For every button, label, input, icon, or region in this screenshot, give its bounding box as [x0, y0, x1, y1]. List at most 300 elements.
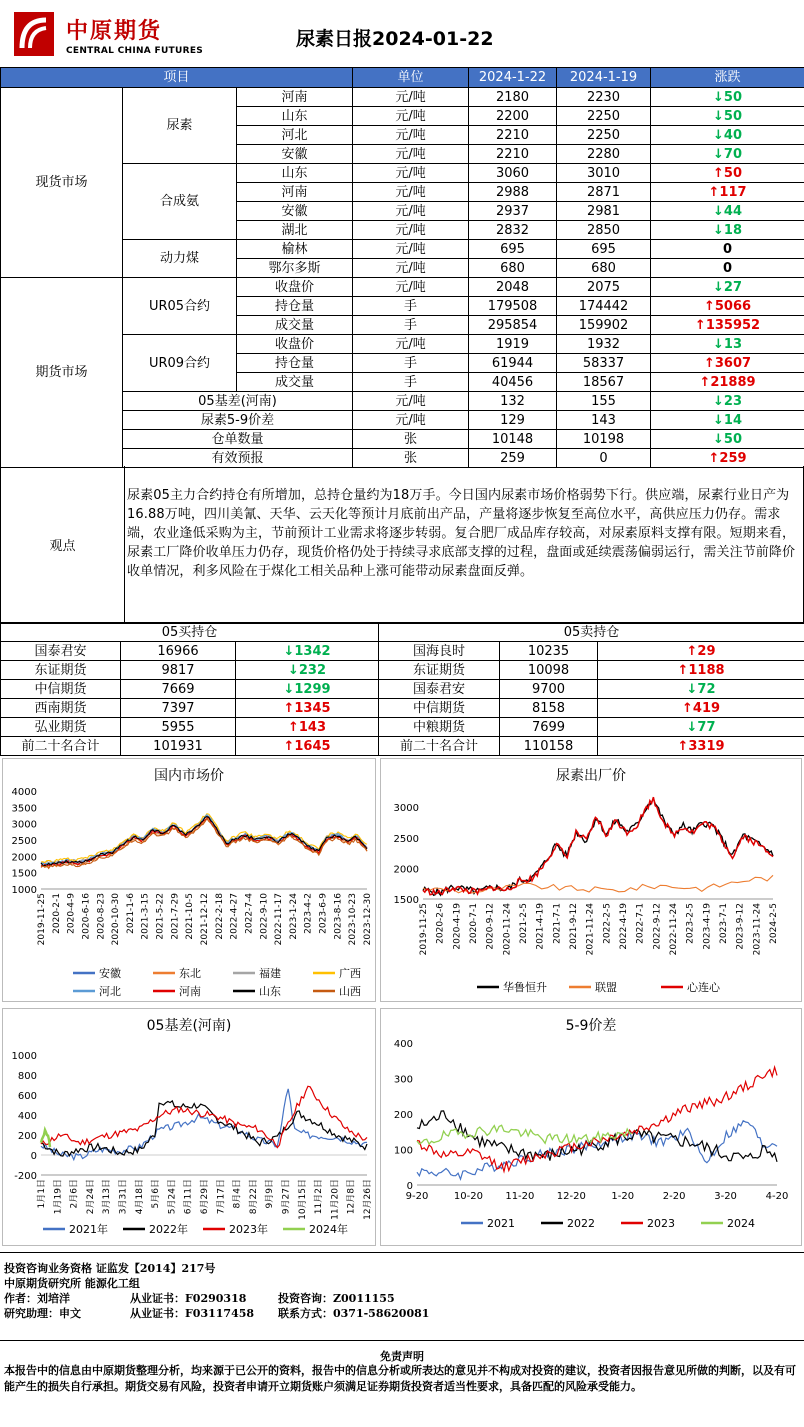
position-row — [1, 642, 804, 661]
sell-volume: 10098 — [500, 661, 598, 680]
value-prev: 2075 — [557, 278, 651, 297]
x-tick-label: 2019-11-25 — [419, 903, 429, 956]
x-tick-label: 6月11日 — [183, 1179, 194, 1215]
x-tick-label: 2021-3-15 — [140, 893, 151, 940]
x-tick-label: 2022-11-24 — [669, 903, 679, 956]
legend-label: 心连心 — [687, 981, 720, 994]
group-urea: 尿素 — [123, 88, 237, 164]
value-today: 259 — [469, 449, 557, 468]
unit-cell: 元/吨 — [353, 183, 469, 202]
legend-label: 山东 — [259, 985, 281, 998]
item-name: 安徽 — [237, 145, 353, 164]
brand-name-en: CENTRAL CHINA FUTURES — [66, 46, 204, 56]
category-spot: 现货市场 — [1, 88, 123, 278]
series-line — [423, 797, 773, 895]
x-tick-label: 2022-2-5 — [602, 903, 613, 944]
sell-volume: 10235 — [500, 642, 598, 661]
x-tick-label: 9月27日 — [281, 1179, 292, 1215]
sell-volume: 8158 — [500, 699, 598, 718]
legend-label: 华鲁恒升 — [503, 981, 547, 994]
chart-title: 国内市场价 — [154, 768, 224, 784]
x-tick-label: 2020-4-9 — [66, 893, 77, 934]
x-tick-label: 2023-8-16 — [333, 893, 344, 940]
buy-volume: 7669 — [121, 680, 236, 699]
sell-volume: 9700 — [500, 680, 598, 699]
y-tick-label: 1500 — [393, 895, 419, 906]
x-tick-label: 2021-7-29 — [170, 893, 181, 940]
x-tick-label: 9-20 — [405, 1191, 429, 1202]
x-tick-label: 2023-4-2 — [303, 893, 314, 934]
x-tick-label: 2020-6-16 — [81, 893, 92, 940]
position-row — [1, 699, 804, 718]
item-name: 河北 — [237, 126, 353, 145]
x-tick-label: 4-20 — [765, 1191, 789, 1202]
x-tick-label: 2023-7-1 — [719, 903, 729, 944]
change-cell: ↓50 — [651, 88, 804, 107]
x-tick-label: 2022-4-27 — [229, 893, 240, 940]
x-tick-label: 2022-2-18 — [214, 893, 225, 940]
x-tick-label: 2022-7-4 — [244, 893, 255, 934]
change-cell: ↑21889 — [651, 373, 804, 392]
col-header-item: 项目 — [1, 68, 353, 88]
buy-title: 05买持仓 — [1, 623, 379, 642]
y-tick-label: 400 — [393, 1039, 413, 1050]
legend-label: 联盟 — [595, 981, 617, 994]
buy-broker: 弘业期货 — [1, 718, 121, 737]
y-tick-label: 600 — [17, 1091, 37, 1102]
legend-label: 2023年 — [229, 1223, 268, 1236]
buy-broker: 国泰君安 — [1, 642, 121, 661]
unit-cell: 元/吨 — [353, 259, 469, 278]
item-name: 鄂尔多斯 — [237, 259, 353, 278]
x-tick-label: 2020-8-23 — [96, 893, 107, 940]
x-tick-label: 2023-10-23 — [348, 893, 359, 946]
sell-change: ↑3319 — [598, 737, 804, 756]
legend-label: 广西 — [339, 967, 361, 980]
sell-broker: 东证期货 — [379, 661, 500, 680]
value-prev: 2250 — [557, 107, 651, 126]
buy-change: ↓232 — [236, 661, 379, 680]
x-tick-label: 2022-11-17 — [274, 893, 285, 946]
footer-divider — [0, 1252, 804, 1253]
unit-cell: 元/吨 — [353, 88, 469, 107]
x-tick-label: 1月1日 — [37, 1179, 47, 1209]
y-tick-label: 1000 — [11, 1051, 37, 1062]
chart-spread-plot — [381, 1009, 801, 1245]
x-tick-label: 12月26日 — [363, 1179, 373, 1220]
x-tick-label: 3月31日 — [118, 1179, 129, 1215]
x-tick-label: 10月15日 — [297, 1179, 308, 1220]
legend-label: 东北 — [179, 967, 201, 980]
y-tick-label: 0 — [406, 1181, 413, 1192]
x-tick-label: 6月29日 — [200, 1179, 210, 1215]
chart-domestic-price — [2, 758, 376, 1002]
item-name: 成交量 — [237, 316, 353, 335]
chart-domestic-price-plot — [3, 759, 375, 1001]
x-tick-label: 2023-11-24 — [752, 903, 763, 956]
sell-change: ↓77 — [598, 718, 804, 737]
col-header-unit: 单位 — [353, 68, 469, 88]
y-tick-label: 1500 — [11, 868, 37, 880]
change-cell: ↑50 — [651, 164, 804, 183]
x-tick-label: 2022-7-1 — [635, 903, 646, 944]
change-cell: ↑117 — [651, 183, 804, 202]
change-cell: ↓70 — [651, 145, 804, 164]
report-title: 尿素日报2024-01-22 — [296, 28, 494, 50]
y-tick-label: 2500 — [11, 836, 37, 847]
change-cell: ↓27 — [651, 278, 804, 297]
item-name: 收盘价 — [237, 278, 353, 297]
buy-broker: 西南期货 — [1, 699, 121, 718]
x-tick-label: 2020-4-19 — [452, 903, 463, 950]
x-tick-label: 2021-9-12 — [569, 903, 579, 950]
disclaimer-text: 本报告中的信息由中原期货整理分析，均来源于已公开的资料，报告中的信息分析或所表达的意见并不构成对投资的建议，投资者因报告意见所做的判断，以及有可能产生的损失自行承担。期货交易有风险，投资者申请开立期货账户须满足证券期货投资者适当性要求，具备匹配的风险承受能力。 — [4, 1364, 796, 1393]
positions-header — [1, 623, 804, 642]
legend-label: 2021 — [487, 1217, 515, 1230]
chart-title: 尿素出厂价 — [556, 768, 626, 784]
chart-title: 05基差(河南) — [146, 1018, 232, 1034]
col-header-date1: 2024-1-22 — [469, 68, 557, 88]
y-tick-label: 2000 — [11, 852, 37, 864]
legend-label: 河北 — [99, 985, 121, 998]
value-today: 2200 — [469, 107, 557, 126]
x-tick-label: 2-20 — [662, 1191, 686, 1202]
value-prev: 680 — [557, 259, 651, 278]
sell-broker: 中信期货 — [379, 699, 500, 718]
unit-cell: 手 — [353, 297, 469, 316]
value-prev: 2850 — [557, 221, 651, 240]
view-label: 观点 — [1, 466, 125, 623]
item-name: 榆林 — [237, 240, 353, 259]
buy-volume: 16966 — [121, 642, 236, 661]
x-tick-label: 2023-1-24 — [288, 893, 299, 940]
value-prev: 2981 — [557, 202, 651, 221]
value-prev: 174442 — [557, 297, 651, 316]
footer-divider-2 — [0, 1340, 804, 1341]
value-today: 61944 — [469, 354, 557, 373]
change-cell: ↓44 — [651, 202, 804, 221]
value-prev: 3010 — [557, 164, 651, 183]
change-cell: ↑259 — [651, 449, 804, 468]
unit-cell: 手 — [353, 316, 469, 335]
value-today: 1919 — [469, 335, 557, 354]
change-cell: ↓50 — [651, 107, 804, 126]
chart-basis — [2, 1008, 376, 1246]
value-today: 129 — [469, 411, 557, 430]
y-tick-label: 400 — [17, 1111, 37, 1122]
x-tick-label: 2020-2-1 — [51, 893, 62, 934]
change-cell: 0 — [651, 259, 804, 278]
value-prev: 2250 — [557, 126, 651, 145]
change-cell: ↓14 — [651, 411, 804, 430]
item-name: 持仓量 — [237, 354, 353, 373]
x-tick-label: 2019-11-25 — [37, 893, 47, 946]
group-coal: 动力煤 — [123, 240, 237, 278]
legend-label: 福建 — [259, 967, 281, 980]
value-prev: 159902 — [557, 316, 651, 335]
logo-icon — [14, 12, 54, 56]
x-tick-label: 2024-2-5 — [769, 903, 779, 944]
footer-institute: 中原期货研究所 能源化工组 — [4, 1277, 140, 1290]
x-tick-label: 1月19日 — [53, 1179, 64, 1215]
footer-consult-cert: 投资咨询：Z0011155 — [278, 1292, 395, 1305]
item-name: 收盘价 — [237, 335, 353, 354]
sell-change: ↑1188 — [598, 661, 804, 680]
x-tick-label: 8月22日 — [248, 1179, 259, 1215]
change-cell: ↓23 — [651, 392, 804, 411]
legend-label: 安徽 — [99, 967, 121, 980]
series-line — [41, 1101, 367, 1156]
position-row — [1, 718, 804, 737]
unit-cell: 手 — [353, 354, 469, 373]
value-prev: 18567 — [557, 373, 651, 392]
change-cell: ↓40 — [651, 126, 804, 145]
x-tick-label: 2021-7-1 — [552, 903, 563, 944]
change-cell: ↑5066 — [651, 297, 804, 316]
series-line — [417, 1067, 777, 1171]
view-section — [0, 466, 804, 624]
buy-broker: 东证期货 — [1, 661, 121, 680]
sell-change: ↓72 — [598, 680, 804, 699]
x-tick-label: 2021-11-24 — [585, 903, 596, 956]
item-name: 山东 — [237, 107, 353, 126]
legend-label: 山西 — [339, 985, 361, 998]
value-today: 695 — [469, 240, 557, 259]
x-tick-label: 2020-10-30 — [111, 893, 122, 946]
footer-assistant-cert: 从业证书：F03117458 — [130, 1307, 255, 1320]
y-tick-label: 800 — [17, 1071, 37, 1082]
x-tick-label: 2020-11-24 — [502, 903, 513, 956]
item-name: 河南 — [237, 183, 353, 202]
sell-volume: 7699 — [500, 718, 598, 737]
y-tick-label: 200 — [17, 1131, 37, 1142]
item-name: 湖北 — [237, 221, 353, 240]
value-prev: 155 — [557, 392, 651, 411]
value-today: 10148 — [469, 430, 557, 449]
x-tick-label: 4月18日 — [134, 1179, 145, 1215]
footer-assistant: 研究助理：申文 — [4, 1307, 81, 1320]
value-prev: 2280 — [557, 145, 651, 164]
buy-broker: 中信期货 — [1, 680, 121, 699]
footer-contact: 联系方式：0371-58620081 — [278, 1307, 430, 1320]
y-tick-label: 100 — [393, 1145, 413, 1157]
buy-volume: 101931 — [121, 737, 236, 756]
x-tick-label: 2023-2-5 — [685, 903, 696, 944]
change-cell: 0 — [651, 240, 804, 259]
y-tick-label: 300 — [393, 1074, 413, 1086]
buy-change: ↑143 — [236, 718, 379, 737]
value-today: 2210 — [469, 126, 557, 145]
footer-qualification: 投资咨询业务资格 证监发【2014】217号 — [4, 1262, 216, 1275]
item-name: 尿素5-9价差 — [123, 411, 353, 430]
unit-cell: 元/吨 — [353, 240, 469, 259]
legend-label: 2024年 — [309, 1223, 348, 1236]
x-tick-label: 9月9日 — [265, 1179, 276, 1209]
value-today: 3060 — [469, 164, 557, 183]
sell-broker: 国海良时 — [379, 642, 500, 661]
unit-cell: 元/吨 — [353, 126, 469, 145]
legend-label: 2022年 — [149, 1223, 188, 1236]
item-name: 山东 — [237, 164, 353, 183]
table-header — [1, 68, 804, 88]
x-tick-label: 11-20 — [505, 1191, 535, 1202]
value-today: 2832 — [469, 221, 557, 240]
change-cell: ↓13 — [651, 335, 804, 354]
value-prev: 2230 — [557, 88, 651, 107]
legend-label: 2024 — [727, 1217, 755, 1230]
y-tick-label: 3000 — [393, 803, 419, 815]
legend-label: 2021年 — [69, 1223, 108, 1236]
x-tick-label: 2023-12-30 — [363, 893, 373, 946]
value-today: 295854 — [469, 316, 557, 335]
y-tick-label: 0 — [30, 1151, 37, 1162]
value-prev: 1932 — [557, 335, 651, 354]
footer-author: 作者：刘培洋 — [4, 1292, 70, 1305]
sell-volume: 110158 — [500, 737, 598, 756]
unit-cell: 元/吨 — [353, 278, 469, 297]
x-tick-label: 2022-4-19 — [619, 903, 629, 950]
value-today: 132 — [469, 392, 557, 411]
item-name: 有效预报 — [123, 449, 353, 468]
unit-cell: 元/吨 — [353, 392, 469, 411]
x-tick-label: 2020-9-12 — [485, 903, 496, 950]
x-tick-label: 3月13日 — [102, 1179, 113, 1215]
x-tick-label: 2023-9-12 — [735, 903, 746, 950]
x-tick-label: 3-20 — [714, 1191, 737, 1202]
position-row — [1, 680, 804, 699]
chart-spread — [380, 1008, 802, 1246]
x-tick-label: 1-20 — [611, 1191, 635, 1202]
change-cell: ↓50 — [651, 430, 804, 449]
value-today: 2048 — [469, 278, 557, 297]
x-tick-label: 2月24日 — [85, 1179, 96, 1215]
unit-cell: 元/吨 — [353, 335, 469, 354]
item-name: 持仓量 — [237, 297, 353, 316]
x-tick-label: 11月20日 — [330, 1179, 341, 1220]
y-tick-label: 2500 — [393, 833, 419, 845]
buy-broker: 前二十名合计 — [1, 737, 121, 756]
x-tick-label: 2022-9-10 — [259, 893, 270, 940]
value-today: 2180 — [469, 88, 557, 107]
buy-change: ↑1645 — [236, 737, 379, 756]
series-line — [417, 1125, 632, 1144]
y-tick-label: 1000 — [11, 885, 37, 896]
group-ur09: UR09合约 — [123, 335, 237, 392]
unit-cell: 元/吨 — [353, 107, 469, 126]
change-cell: ↑135952 — [651, 316, 804, 335]
y-tick-label: -200 — [14, 1171, 37, 1182]
y-tick-label: 3000 — [11, 819, 37, 831]
x-tick-label: 2022-9-12 — [652, 903, 663, 950]
unit-cell: 张 — [353, 449, 469, 468]
legend-label: 2023 — [647, 1217, 675, 1230]
chart-factory-price-plot — [381, 759, 801, 1001]
unit-cell: 元/吨 — [353, 202, 469, 221]
x-tick-label: 2021-10-5 — [185, 893, 196, 940]
sell-change: ↑29 — [598, 642, 804, 661]
change-cell: ↓18 — [651, 221, 804, 240]
value-today: 680 — [469, 259, 557, 278]
buy-volume: 5955 — [121, 718, 236, 737]
chart-basis-plot — [3, 1009, 375, 1245]
item-name: 成交量 — [237, 373, 353, 392]
y-tick-label: 2000 — [393, 864, 419, 876]
y-tick-label: 3500 — [11, 803, 37, 815]
y-tick-label: 200 — [393, 1110, 413, 1121]
price-table — [0, 67, 804, 468]
report-header — [0, 0, 804, 66]
unit-cell: 元/吨 — [353, 221, 469, 240]
item-name: 安徽 — [237, 202, 353, 221]
value-today: 179508 — [469, 297, 557, 316]
value-today: 2210 — [469, 145, 557, 164]
position-row — [1, 737, 804, 756]
x-tick-label: 12月8日 — [346, 1179, 357, 1215]
x-tick-label: 8月4日 — [232, 1179, 243, 1209]
buy-volume: 9817 — [121, 661, 236, 680]
legend-label: 2022 — [567, 1217, 595, 1230]
x-tick-label: 2020-7-1 — [469, 903, 479, 944]
table-row — [1, 278, 804, 297]
col-header-change: 涨跌 — [651, 68, 804, 88]
x-tick-label: 2023-6-9 — [318, 893, 329, 934]
item-name: 仓单数量 — [123, 430, 353, 449]
sell-change: ↑419 — [598, 699, 804, 718]
x-tick-label: 2月6日 — [69, 1179, 80, 1209]
unit-cell: 元/吨 — [353, 164, 469, 183]
footer-author-cert: 从业证书：F0290318 — [130, 1292, 247, 1305]
buy-volume: 7397 — [121, 699, 236, 718]
x-tick-label: 7月17日 — [216, 1179, 227, 1215]
x-tick-label: 11月2日 — [314, 1179, 325, 1215]
value-prev: 10198 — [557, 430, 651, 449]
sell-broker: 中粮期货 — [379, 718, 500, 737]
legend-label: 河南 — [179, 985, 201, 998]
series-line — [417, 1121, 777, 1180]
buy-change: ↓1342 — [236, 642, 379, 661]
positions-table — [0, 622, 804, 756]
x-tick-label: 2021-4-19 — [535, 903, 546, 950]
x-tick-label: 10-20 — [453, 1191, 483, 1202]
value-prev: 695 — [557, 240, 651, 259]
unit-cell: 元/吨 — [353, 411, 469, 430]
x-tick-label: 5月24日 — [167, 1179, 178, 1215]
group-ur05: UR05合约 — [123, 278, 237, 335]
value-prev: 0 — [557, 449, 651, 468]
sell-broker: 国泰君安 — [379, 680, 500, 699]
value-today: 40456 — [469, 373, 557, 392]
col-header-date2: 2024-1-19 — [557, 68, 651, 88]
unit-cell: 手 — [353, 373, 469, 392]
series-line — [423, 799, 773, 896]
x-tick-label: 2021-5-22 — [155, 893, 166, 940]
value-today: 2937 — [469, 202, 557, 221]
sell-broker: 前二十名合计 — [379, 737, 500, 756]
value-prev: 143 — [557, 411, 651, 430]
view-text: 尿素05主力合约持仓有所增加，总持仓量约为18万手。今日国内尿素市场价格弱势下行。供应端，尿素行业日产为16.88万吨，四川美氰、天华、云天化等预计月底前出产品，产量将逐步恢复至高位水平，高供应压力仍存。需求端，农业逢低采购为主，节前预计工业需求将逐步转弱。复合肥厂成品库存较高，对尿素原料支撑有限。短期来看，尿素工厂降价收单压力仍存，现货价格仍处于持续寻求底部支撑的过程，盘面或延续震荡偏弱运行，需关注节前降价收单情况，利多风险在于煤化工相关品种上涨可能带动尿素盘面反弹。 — [127, 488, 796, 579]
x-tick-label: 2021-2-5 — [519, 903, 529, 944]
category-futures: 期货市场 — [1, 278, 123, 468]
item-name: 05基差(河南) — [123, 392, 353, 411]
value-prev: 2871 — [557, 183, 651, 202]
chart-title: 5-9价差 — [565, 1018, 617, 1034]
item-name: 河南 — [237, 88, 353, 107]
unit-cell: 元/吨 — [353, 145, 469, 164]
buy-change: ↓1299 — [236, 680, 379, 699]
unit-cell: 张 — [353, 430, 469, 449]
y-tick-label: 4000 — [11, 787, 37, 798]
x-tick-label: 2023-4-19 — [702, 903, 713, 950]
